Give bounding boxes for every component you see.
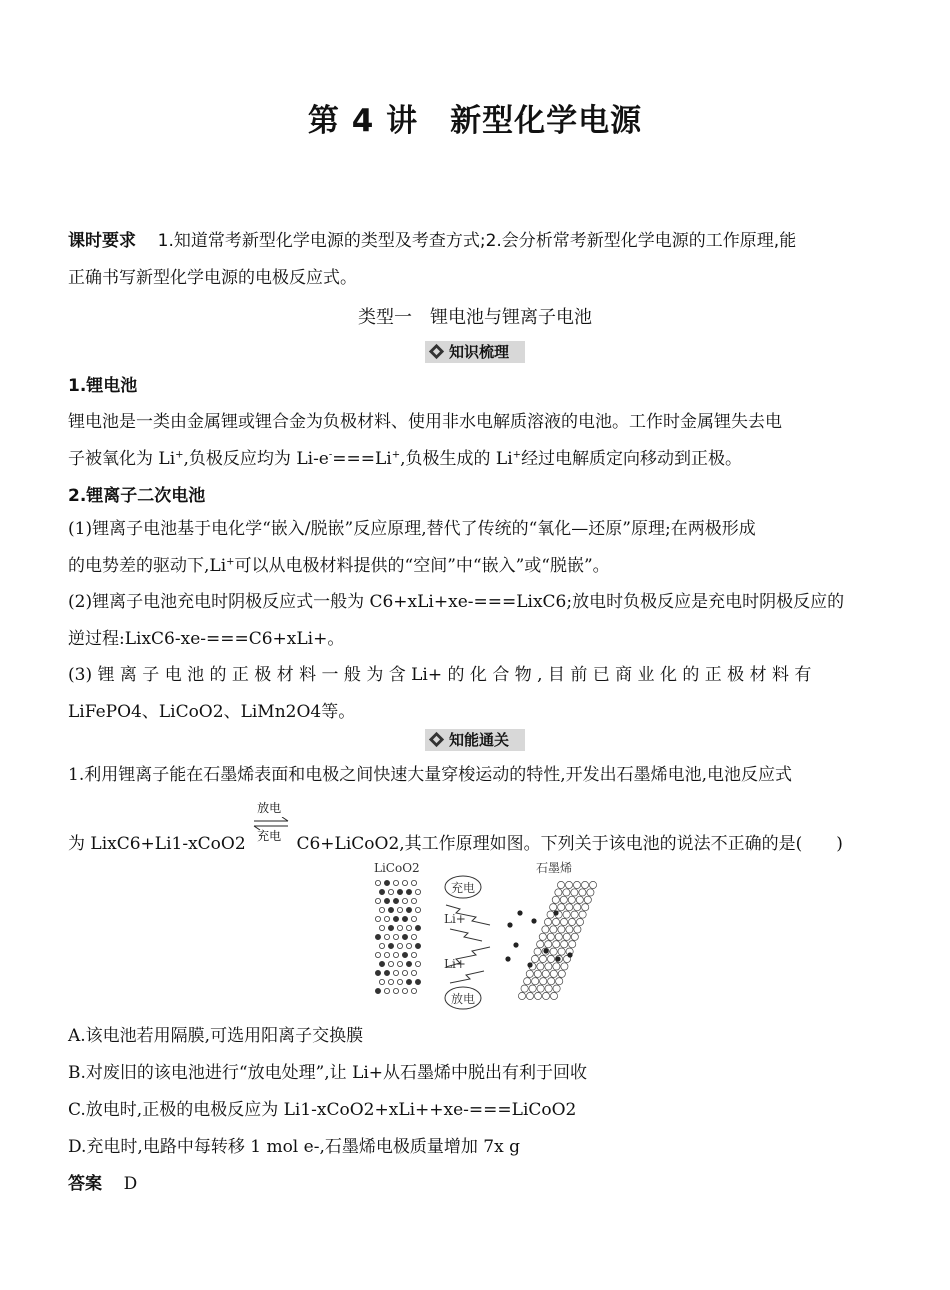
section-heading: 类型一 锂电池与锂离子电池 (358, 307, 592, 328)
lattice-atom (402, 970, 407, 975)
paragraph-line: (2)锂离子电池充电时阴极反应式一般为 C6+xLi+xe-===LixC6;放电时负极反应是充电时阴极反应的 (68, 592, 845, 612)
graphene-ring (558, 926, 565, 933)
lattice-atom (393, 934, 398, 939)
lattice-atom (393, 988, 398, 993)
arrow-bottom-label: 充电 (257, 829, 282, 843)
graphene-ring (550, 948, 557, 955)
lattice-atom (402, 952, 407, 957)
diamond-icon (429, 732, 444, 747)
lithium-atom (527, 962, 532, 967)
lattice-atom (375, 916, 380, 921)
graphene-ring (565, 881, 572, 888)
lithium-atom (517, 910, 522, 915)
lattice-atom (379, 889, 384, 894)
lattice-atom (384, 952, 389, 957)
graphene-ring (558, 970, 565, 977)
graphene-ring (531, 955, 538, 962)
li-ion-label-top: Li+ (444, 912, 466, 926)
graphene-ring (571, 911, 578, 918)
text-fragment: ,负极生成的 Li (400, 449, 513, 469)
option-b: B.对废旧的该电池进行“放电处理”,让 Li+从石墨烯中脱出有利于回收 (68, 1063, 588, 1083)
lithium-atom (555, 956, 560, 961)
graphene-ring (539, 955, 546, 962)
knowledge-badge (425, 341, 525, 363)
graphene-ring (563, 911, 570, 918)
knowledge-badge-label: 知识梳理 (449, 343, 510, 361)
graphene-ring (534, 948, 541, 955)
ion-path-discharge-2 (450, 971, 484, 983)
text-fragment: ===Li (332, 449, 392, 469)
graphene-ring (569, 941, 576, 948)
graphene-ring (579, 911, 586, 918)
paragraph-line: 逆过程:LixC6-xe-===C6+xLi+。 (68, 629, 345, 649)
graphene-ring (550, 904, 557, 911)
graphene-ring (553, 985, 560, 992)
answer-value: D (123, 1174, 138, 1194)
graphene-ring (529, 985, 536, 992)
graphene-ring (550, 926, 557, 933)
paragraph-li-ion-1 (68, 511, 882, 585)
paragraph-line: (3) 锂 离 子 电 池 的 正 极 材 料 一 般 为 含 Li+ 的 化 合 物 , 目 前 已 商 业 化 的 正 极 材 料 有 (68, 665, 812, 685)
lattice-atom (379, 943, 384, 948)
lattice-atom (415, 979, 420, 984)
lattice-atom (406, 943, 411, 948)
option-d: D.充电时,电路中每转移 1 mol e-,石墨烯电极质量增加 7x g (68, 1137, 520, 1157)
graphene-ring (566, 904, 573, 911)
lattice-atom (397, 961, 402, 966)
practice-badge (425, 729, 525, 751)
graphene-ring (561, 941, 568, 948)
lithium-atom (553, 910, 558, 915)
lattice-atom (393, 970, 398, 975)
graphene-ring (579, 889, 586, 896)
lattice-atom (375, 934, 380, 939)
graphene-ring (568, 918, 575, 925)
graphene-ring (571, 933, 578, 940)
lattice-atom (388, 961, 393, 966)
lattice-atom (384, 880, 389, 885)
answer-bracket-close: ) (836, 834, 843, 854)
superscript: + (391, 449, 401, 461)
lattice-atom (402, 934, 407, 939)
lattice-atom (397, 925, 402, 930)
graphene-ring (537, 941, 544, 948)
graphene-ring (553, 963, 560, 970)
graphene-ring (540, 978, 547, 985)
lattice-atom (379, 925, 384, 930)
graphene-ring (555, 933, 562, 940)
lattice-atom (379, 961, 384, 966)
superscript: + (175, 449, 184, 461)
graphene-ring (561, 963, 568, 970)
lattice-atom (415, 925, 420, 930)
arrow-top-label: 放电 (257, 801, 282, 815)
lattice-atom (415, 907, 420, 912)
text-fragment: 经过电解质定向移动到正极。 (521, 449, 743, 469)
graphene-ring (547, 911, 554, 918)
question-1-stem (68, 757, 882, 794)
lattice-atom (411, 916, 416, 921)
lattice-atom (384, 970, 389, 975)
lattice-atom (411, 970, 416, 975)
lithium-atom (507, 922, 512, 927)
paragraph-li-ion-3 (68, 657, 882, 731)
lithium-atom (567, 952, 572, 957)
graphene-ring (545, 985, 552, 992)
lithium-atom (505, 956, 510, 961)
lithium-atom (543, 948, 548, 953)
heading-li-ion-battery: 2.锂离子二次电池 (68, 486, 206, 506)
lattice-atom (406, 925, 411, 930)
lattice-atom (393, 952, 398, 957)
option-a: A.该电池若用隔膜,可选用阳离子交换膜 (68, 1026, 364, 1046)
lattice-atom (384, 934, 389, 939)
answer-row (68, 1166, 882, 1203)
graphene-ring (571, 889, 578, 896)
graphene-ring (537, 985, 544, 992)
graphene-ring (563, 889, 570, 896)
lattice-atom (411, 952, 416, 957)
lattice-atom (402, 880, 407, 885)
licoo2-electrode (375, 880, 420, 993)
lattice-atom (415, 961, 420, 966)
graphene-ring (534, 970, 541, 977)
graphene-ring (576, 918, 583, 925)
graphene-ring (553, 941, 560, 948)
graphene-ring (542, 992, 549, 999)
text-fragment: 的电势差的驱动下,Li (68, 556, 227, 576)
requirements-text-2: 正确书写新型化学电源的电极反应式。 (68, 268, 357, 288)
graphene-ring (574, 904, 581, 911)
requirements-text: 1.知道常考新型化学电源的类型及考查方式;2.会分析常考新型化学电源的工作原理,能 (157, 231, 797, 251)
lattice-atom (388, 943, 393, 948)
equation-left: 为 LixC6+Li1-xCoO2 (68, 834, 246, 854)
graphene-ring (524, 978, 531, 985)
graphene-ring (526, 992, 533, 999)
lattice-atom (384, 898, 389, 903)
graphene-ring (547, 933, 554, 940)
lattice-atom (415, 943, 420, 948)
graphene-ring (545, 963, 552, 970)
lattice-atom (406, 889, 411, 894)
lattice-atom (397, 979, 402, 984)
graphene-ring (574, 926, 581, 933)
option-c: C.放电时,正极的电极反应为 Li1-xCoO2+xLi++xe-===LiCoO2 (68, 1100, 577, 1120)
lattice-atom (393, 880, 398, 885)
graphene-ring (555, 889, 562, 896)
lattice-atom (402, 898, 407, 903)
graphene-ring (558, 948, 565, 955)
lattice-atom (375, 952, 380, 957)
graphene-ring (542, 926, 549, 933)
graphene-ring (582, 904, 589, 911)
graphene-ring (542, 970, 549, 977)
battery-diagram (360, 855, 600, 1010)
paragraph-line: 锂电池是一类由金属锂或锂合金为负极材料、使用非水电解质溶液的电池。工作时金属锂失去电 (68, 412, 782, 432)
graphene-ring (539, 933, 546, 940)
graphene-ring (563, 933, 570, 940)
heading-lithium-battery: 1.锂电池 (68, 376, 138, 396)
lattice-atom (393, 916, 398, 921)
graphene-ring (521, 985, 528, 992)
lattice-atom (384, 988, 389, 993)
question-line: 1.利用锂离子能在石墨烯表面和电极之间快速大量穿梭运动的特性,开发出石墨烯电池,电池反应式 (68, 765, 793, 785)
text-fragment: 子被氧化为 Li (68, 449, 176, 469)
lattice-atom (411, 898, 416, 903)
superscript: + (226, 556, 235, 568)
graphene-ring (576, 896, 583, 903)
diamond-icon (429, 344, 444, 359)
lattice-atom (411, 880, 416, 885)
graphene-electrode (505, 881, 596, 999)
graphene-ring (584, 896, 591, 903)
graphene-ring (537, 963, 544, 970)
lattice-atom (375, 970, 380, 975)
lattice-atom (411, 988, 416, 993)
lattice-atom (379, 907, 384, 912)
lattice-atom (406, 979, 411, 984)
graphene-ring (581, 881, 588, 888)
lattice-atom (375, 880, 380, 885)
practice-badge-label: 知能通关 (449, 731, 510, 749)
graphene-ring (557, 881, 564, 888)
lithium-atom (531, 918, 536, 923)
left-electrode-label: LiCoO2 (374, 861, 420, 875)
lattice-atom (388, 907, 393, 912)
lattice-atom (384, 916, 389, 921)
lattice-atom (388, 889, 393, 894)
lithium-atom (513, 942, 518, 947)
graphene-ring (547, 955, 554, 962)
paragraph-line: LiFePO4、LiCoO2、LiMn2O4等。 (68, 702, 356, 722)
discharge-label: 放电 (451, 992, 476, 1006)
graphene-ring (587, 889, 594, 896)
graphene-ring (534, 992, 541, 999)
lattice-atom (397, 943, 402, 948)
li-ion-label-bottom: Li+ (444, 957, 466, 971)
superscript: - (328, 449, 333, 461)
equation-right: C6+LiCoO2,其工作原理如图。下列关于该电池的说法不正确的是( (296, 834, 803, 854)
graphene-ring (544, 918, 551, 925)
lattice-atom (402, 988, 407, 993)
lattice-atom (415, 889, 420, 894)
lattice-atom (406, 907, 411, 912)
requirements (68, 223, 882, 297)
paragraph-li-ion-2 (68, 584, 882, 658)
graphene-ring (556, 978, 563, 985)
lattice-atom (388, 979, 393, 984)
graphene-ring (545, 941, 552, 948)
graphene-ring (568, 896, 575, 903)
graphene-ring (560, 918, 567, 925)
text-fragment: ,负极反应均为 Li-e (183, 449, 329, 469)
graphene-ring (550, 970, 557, 977)
lattice-atom (402, 916, 407, 921)
charge-label: 充电 (451, 881, 476, 895)
right-electrode-label: 石墨烯 (536, 861, 573, 875)
superscript: + (512, 449, 522, 461)
answer-label: 答案 (68, 1174, 102, 1194)
graphene-ring (560, 896, 567, 903)
lattice-atom (379, 979, 384, 984)
lattice-atom (388, 925, 393, 930)
lattice-atom (375, 988, 380, 993)
lattice-atom (397, 889, 402, 894)
graphene-ring (552, 918, 559, 925)
lattice-atom (397, 907, 402, 912)
lattice-atom (393, 898, 398, 903)
paragraph-lithium-battery (68, 404, 882, 478)
lattice-atom (375, 898, 380, 903)
requirements-label: 课时要求 (68, 231, 136, 251)
graphene-ring (526, 970, 533, 977)
graphene-ring (589, 881, 596, 888)
text-fragment: 可以从电极材料提供的“空间”中“嵌入”或“脱嵌”。 (234, 556, 610, 576)
ion-path-charge-2 (450, 929, 482, 941)
graphene-ring (573, 881, 580, 888)
graphene-ring (566, 926, 573, 933)
reversible-arrow (253, 801, 289, 851)
lattice-atom (406, 961, 411, 966)
lattice-atom (411, 934, 416, 939)
graphene-ring (552, 896, 559, 903)
paragraph-line: (1)锂离子电池基于电化学“嵌入/脱嵌”反应原理,替代了传统的“氧化—还原”原理;在两极形成 (68, 519, 756, 539)
page-title: 第 4 讲 新型化学电源 (307, 103, 643, 139)
graphene-ring (532, 978, 539, 985)
graphene-ring (518, 992, 525, 999)
graphene-ring (548, 978, 555, 985)
graphene-ring (550, 992, 557, 999)
graphene-ring (558, 904, 565, 911)
